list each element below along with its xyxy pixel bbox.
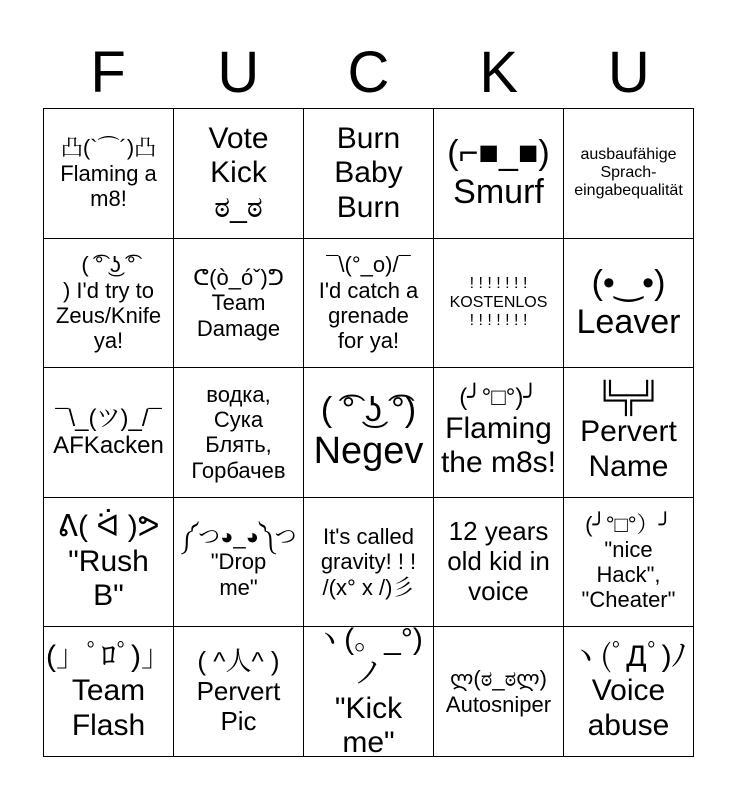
bingo-cell[interactable] [304,239,434,369]
emoticon: (」ﾟﾛﾟ)」 [46,639,171,673]
bingo-cell[interactable] [44,109,174,239]
emoticon: (╯°□°)╯ [459,384,538,412]
cell-text: Pervert Name [580,415,677,483]
cell-text: Smurf [453,173,544,212]
bingo-cell[interactable] [564,368,694,498]
bingo-cell[interactable] [434,498,564,628]
bingo-grid [43,108,694,757]
bingo-cell[interactable] [434,368,564,498]
cell-text: ༼つ◕_◕༽つ "Drop me" [180,524,297,600]
cell-text: 凸(`⌒´)凸 Flaming a m8! [60,135,157,211]
cell-text: Autosniper [445,691,552,717]
emoticon: ლ(ಠ_ಠლ) [450,666,547,692]
emoticon: (⌐■_■) [447,134,550,173]
cell-text: Team Flash [71,674,146,742]
bingo-cell[interactable] [44,368,174,498]
cell-text: Burn Baby Burn [334,121,403,224]
bingo-cell[interactable] [44,498,174,628]
header-letter: U [217,40,260,105]
emoticon: ( ͡° ͜ʖ ͡°) [320,391,417,430]
bingo-cell[interactable] [434,109,564,239]
cell-text: "Kick me" [334,691,403,757]
bingo-cell[interactable] [174,109,304,239]
cell-text: "nice Hack", "Cheater" [581,536,676,613]
header-letter: U [607,40,650,105]
bingo-cell[interactable] [174,498,304,628]
bingo-cell[interactable] [174,368,304,498]
cell-text: Negev [313,430,424,473]
emoticon: ( ^人^ ) [197,645,280,676]
bingo-cell[interactable] [44,627,174,757]
cell-text: Voice abuse [587,674,670,742]
emoticon: ヽ(ﾟДﾟ)ﾉ [570,639,687,673]
cell-text: 12 years old kid in voice [447,516,550,607]
bingo-header [43,38,694,108]
cell-text: ¯\(°_o)/¯ I'd catch a grenade for ya! [318,252,419,354]
bingo-cell[interactable] [44,239,174,369]
cell-text: Flaming the m8s! [440,411,557,480]
header-letter: F [90,40,126,105]
cell-text: ¯\_(ツ)_/¯ AFKacken [53,404,164,460]
bingo-cell[interactable] [304,498,434,628]
emoticon: ᕕ( ᐛ )ᕗ [57,510,160,544]
emoticon: ヽ(。_°)ノ [314,627,423,691]
cell-text: It's called gravity! ! ! /(x° x /)彡 [320,524,417,600]
bingo-cell[interactable] [434,627,564,757]
bingo-cell[interactable] [304,368,434,498]
emoticon: (╯°□°）╯ [585,511,672,537]
bingo-cell[interactable] [174,627,304,757]
cell-text: водка, Сука Блять, Горбачев [191,381,286,483]
bingo-cell[interactable] [564,498,694,628]
bingo-cell[interactable] [304,109,434,239]
cell-text: Vote Kick ಠ_ಠ [208,121,269,224]
header-letter: C [347,40,390,105]
cell-text: ( ͡° ͜ʖ ͡° ) I'd try to Zeus/Knife ya! [55,252,162,354]
bingo-cell[interactable] [564,627,694,757]
bingo-cell[interactable] [304,627,434,757]
cell-text: Pervert Pic [196,675,281,736]
bingo-cell[interactable] [434,239,564,369]
header-letter: K [479,40,518,105]
cell-text: ausbaufähige Sprach- eingabequalität [574,145,683,200]
cell-text: ᕦ(ò_óˇ)ᕤ Team Damage [193,264,284,341]
cell-text: Leaver [576,302,681,341]
cell-text: "Rush B" [68,544,149,613]
emoticon: (•‿•) [591,263,666,302]
bingo-cell[interactable] [564,109,694,239]
cell-text: ! ! ! ! ! ! ! KOSTENLOS ! ! ! ! ! ! ! [449,275,548,330]
bingo-cell[interactable] [174,239,304,369]
emoticon: ╚╦╝ [596,380,661,414]
bingo-cell[interactable] [564,239,694,369]
